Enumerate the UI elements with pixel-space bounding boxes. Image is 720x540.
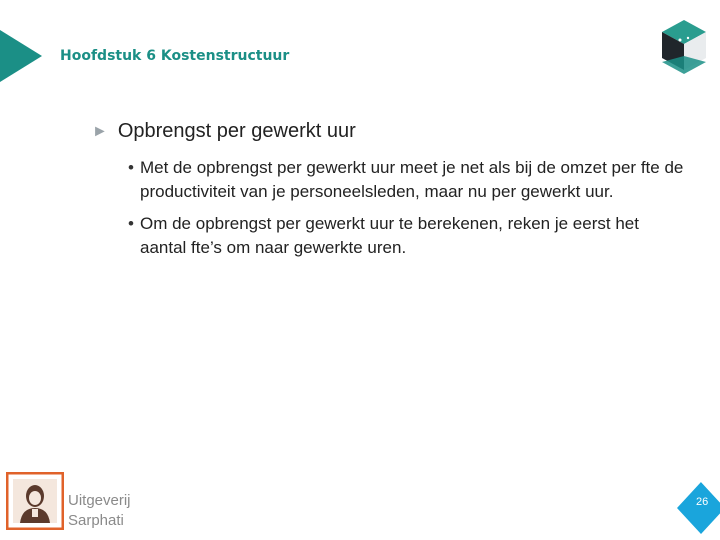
cube-logo-icon	[660, 20, 708, 76]
slide-heading	[92, 120, 356, 143]
list-item	[128, 156, 688, 204]
bullet-dot-icon: •	[128, 214, 134, 233]
bullet-text: Om de opbrengst per gewerkt uur te berekenen, reken je eerst het aantal fte’s om naar gewerkte uren.	[140, 214, 639, 257]
publisher-line1: Uitgeverij	[68, 492, 131, 509]
list-item	[128, 212, 688, 260]
chapter-title: Hoofdstuk 6 Kostenstructuur	[60, 48, 290, 64]
publisher-name	[68, 491, 131, 531]
bullet-dot-icon: •	[128, 158, 134, 177]
bullet-text: Met de opbrengst per gewerkt uur meet je net als bij de omzet per fte de productiviteit van je personeelsleden, maar nu per gewerkt uur.	[140, 158, 684, 201]
publisher-line2: Sarphati	[68, 512, 124, 529]
corner-triangle-decoration	[0, 0, 46, 82]
publisher-portrait-logo	[6, 472, 64, 530]
bullet-list	[128, 156, 688, 268]
page-number: 26	[696, 496, 709, 508]
play-arrow-icon: ►	[92, 122, 108, 140]
slide-heading-text: Opbrengst per gewerkt uur	[117, 120, 356, 142]
